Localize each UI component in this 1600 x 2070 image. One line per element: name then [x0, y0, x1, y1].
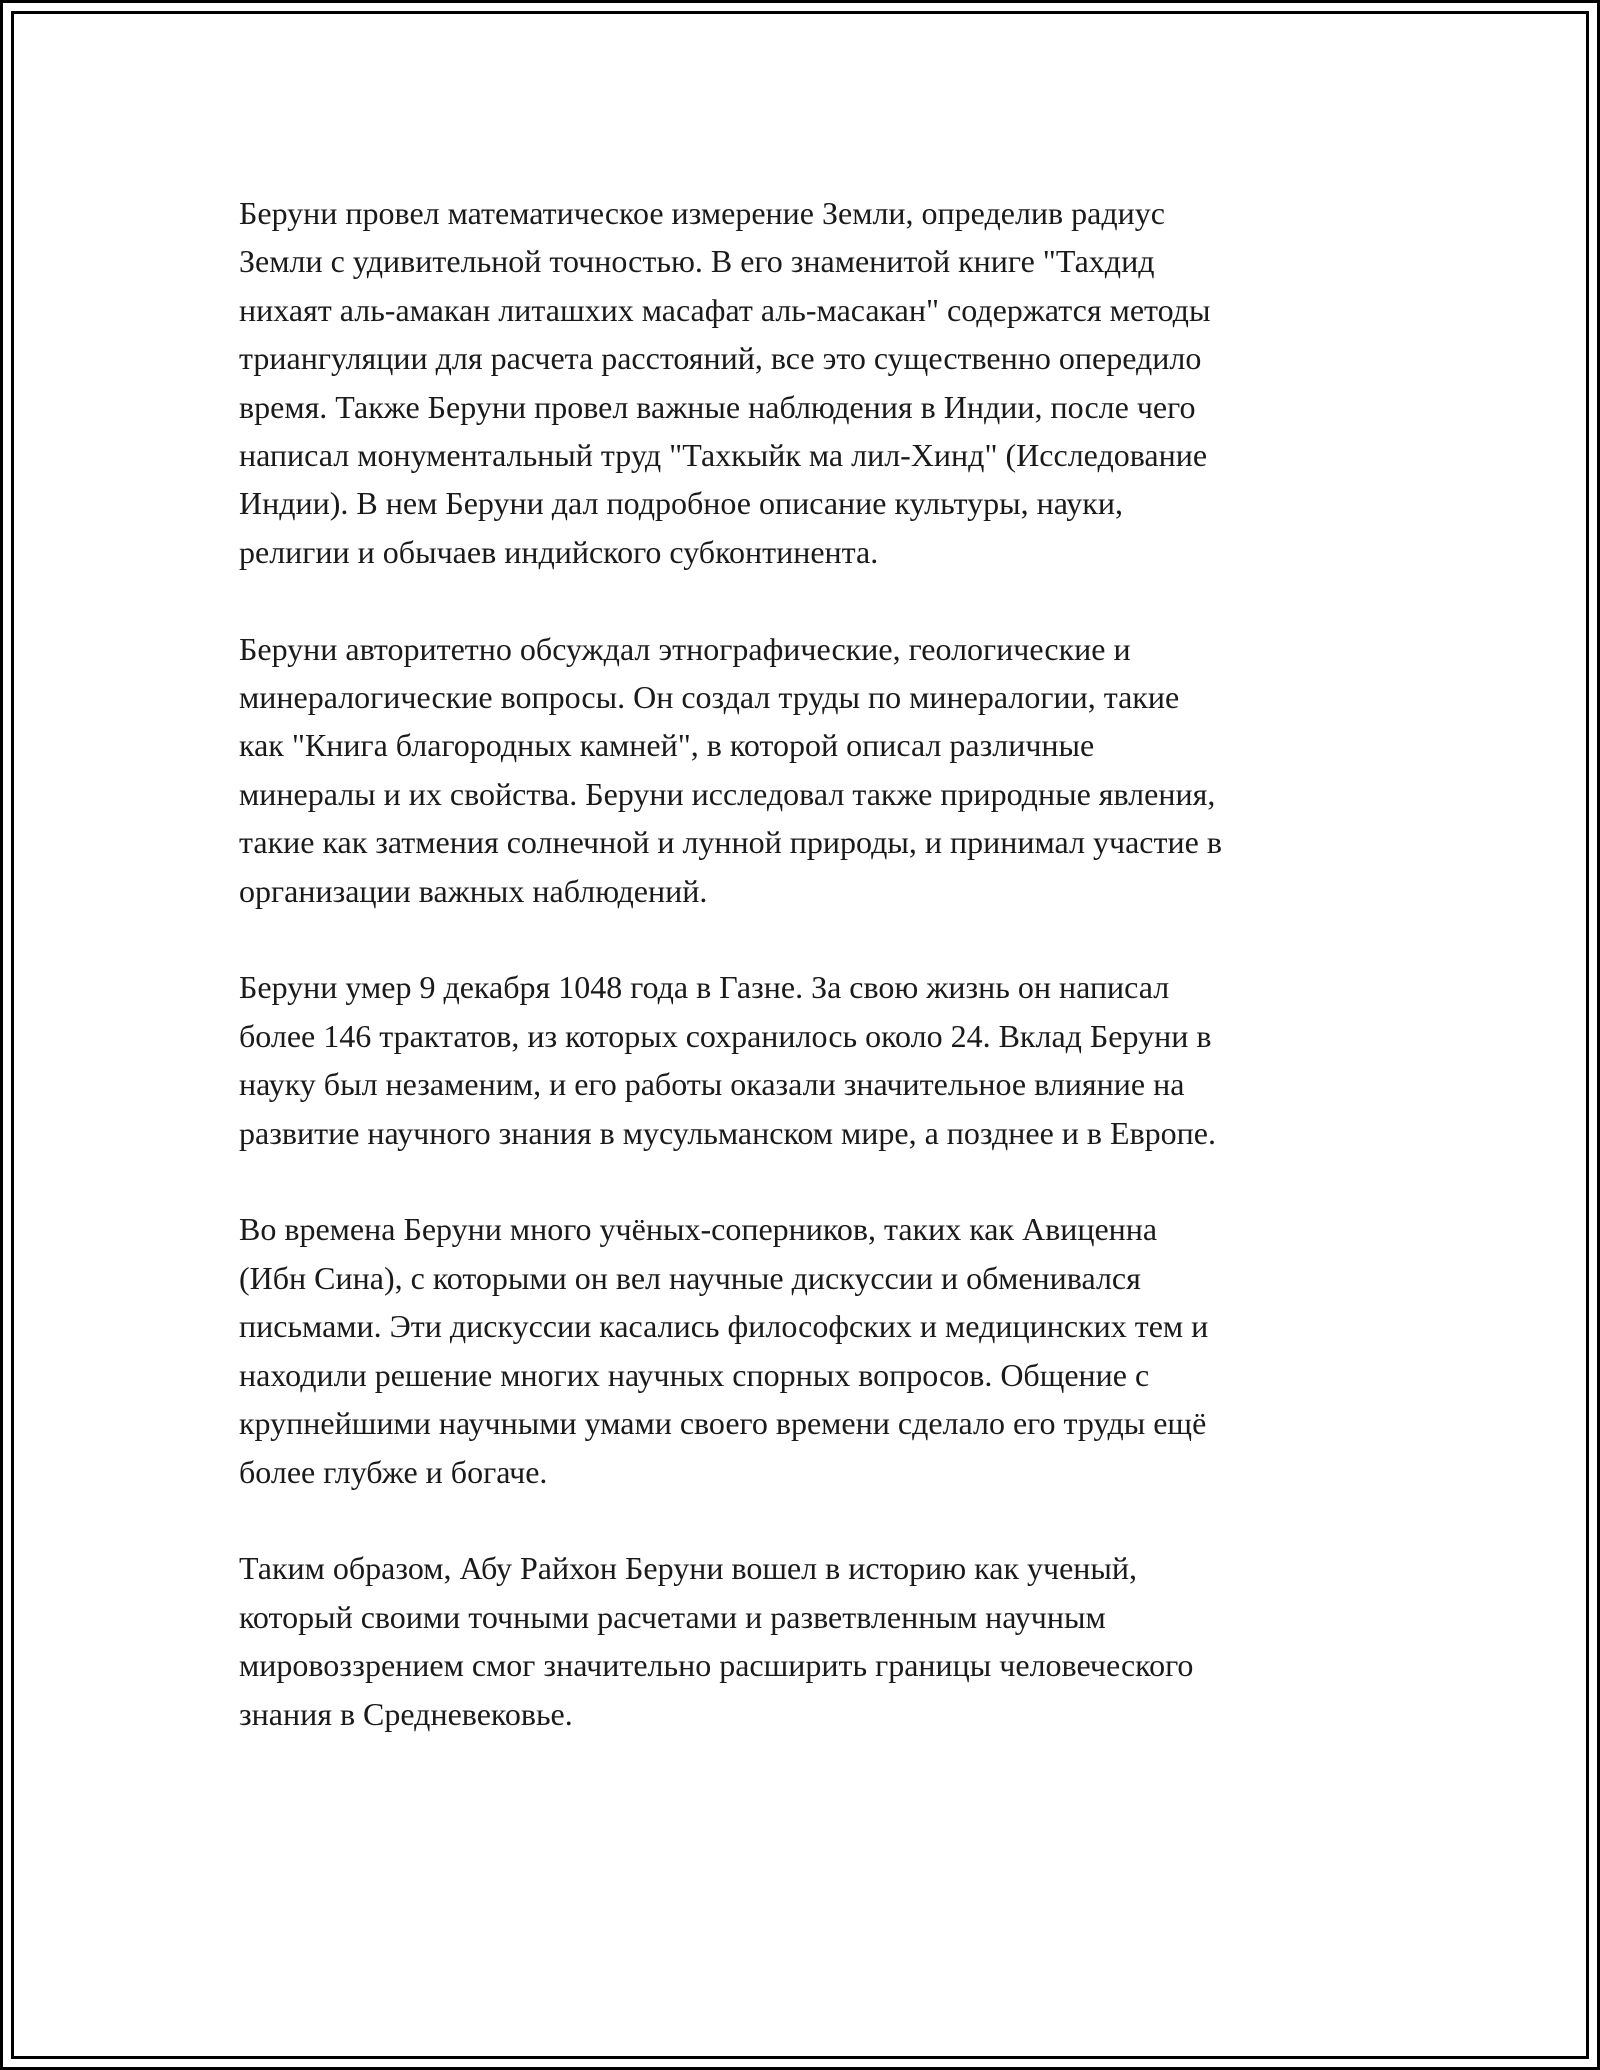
- text-line: Таким образом, Абу Райхон Беруни вошел в историю как ученый,: [239, 1550, 1138, 1587]
- text-line: Беруни умер 9 декабря 1048 года в Газне. За свою жизнь он написал: [239, 969, 1170, 1006]
- text-line: время. Также Беруни провел важные наблюдения в Индии, после чего: [239, 388, 1196, 425]
- paragraph-5: [239, 1544, 1399, 1738]
- text-line: организации важных наблюдений.: [239, 872, 708, 909]
- text-line: мировоззрением смог значительно расширить границы человеческого: [239, 1647, 1194, 1684]
- text-line: Земли с удивительной точностью. В его знаменитой книге "Тахдид: [239, 243, 1155, 280]
- text-line: нихаят аль-амакан литашхих масафат аль-масакан" содержатся методы: [239, 291, 1211, 328]
- text-line: минералогические вопросы. Он создал труды по минералогии, такие: [239, 679, 1180, 716]
- text-line: (Ибн Сина), с которыми он вел научные дискуссии и обменивался: [239, 1259, 1141, 1296]
- paragraph-4: [239, 1205, 1399, 1495]
- text-line: Беруни провел математическое измерение Земли, определив радиус: [239, 195, 1165, 231]
- text-line: более 146 трактатов, из которых сохранилось около 24. Вклад Беруни в: [239, 1017, 1212, 1054]
- text-line: Во времена Беруни много учёных-соперников, таких как Авиценна: [239, 1211, 1158, 1248]
- text-line: крупнейшими научными умами своего времени сделало его труды ещё: [239, 1405, 1207, 1442]
- text-line: более глубже и богаче.: [239, 1453, 548, 1490]
- text-line: триангуляции для расчета расстояний, все это существенно опередило: [239, 340, 1202, 377]
- text-line: Беруни авторитетно обсуждал этнографические, геологические и: [239, 630, 1131, 667]
- text-line: развитие научного знания в мусульманском мире, а позднее и в Европе.: [239, 1114, 1216, 1151]
- text-line: минералы и их свойства. Беруни исследовал также природные явления,: [239, 775, 1216, 812]
- text-line: написал монументальный труд "Тахкыйк ма лил-Хинд" (Исследование: [239, 437, 1208, 474]
- paragraph-2: [239, 625, 1399, 915]
- text-line: находили решение многих научных спорных вопросов. Общение с: [239, 1356, 1150, 1393]
- text-line: знания в Средневековье.: [239, 1695, 573, 1732]
- text-line: религии и обычаев индийского субконтинента.: [239, 533, 879, 570]
- paragraph-1: [239, 189, 1399, 576]
- text-line: письмами. Эти дискуссии касались философских и медицинских тем и: [239, 1308, 1209, 1345]
- text-line: такие как затмения солнечной и лунной природы, и принимал участие в: [239, 824, 1222, 861]
- text-line: науку был незаменим, и его работы оказали значительное влияние на: [239, 1066, 1185, 1103]
- text-line: который своими точными расчетами и разветвленным научным: [239, 1598, 1106, 1635]
- paragraph-3: [239, 963, 1399, 1157]
- document-body: [239, 189, 1399, 1786]
- text-line: Индии). В нем Беруни дал подробное описание культуры, науки,: [239, 485, 1123, 522]
- text-line: как "Книга благородных камней", в которой описал различные: [239, 727, 1095, 764]
